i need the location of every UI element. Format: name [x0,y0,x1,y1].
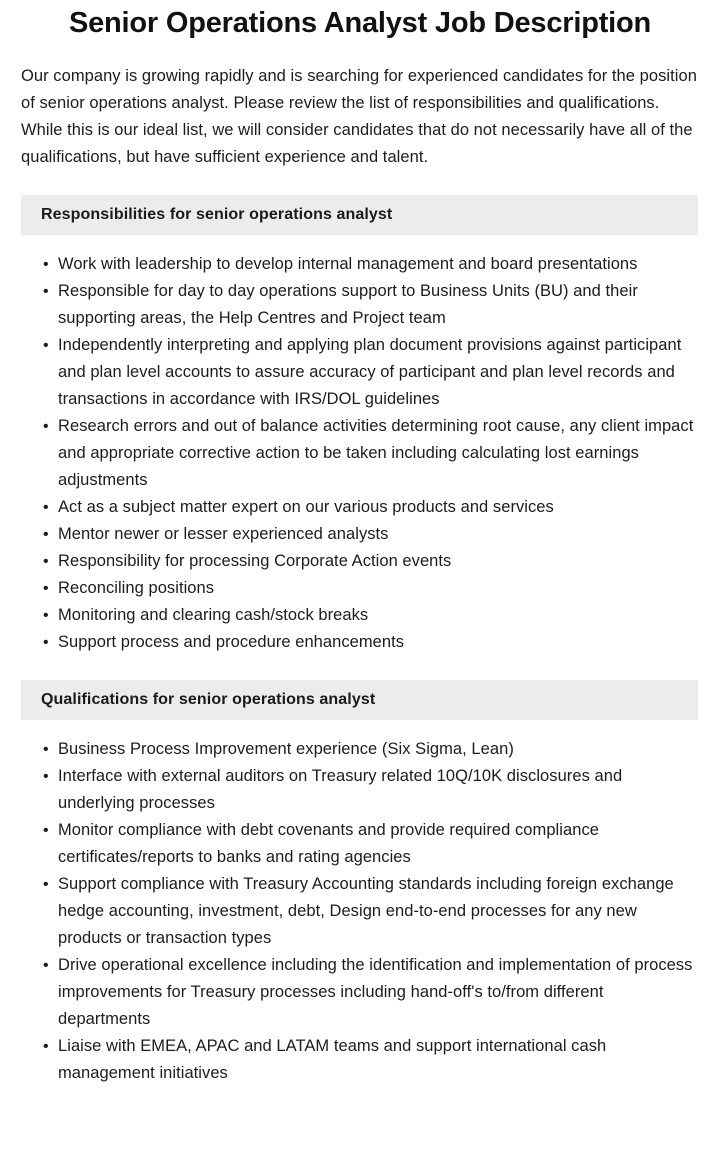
section-responsibilities [21,195,699,656]
list-item: • Reconciling positions [21,575,699,602]
list-item: • Responsible for day to day operations support to Business Units (BU) and their supporting areas, the Help Centres and Project team [21,278,699,332]
list-item: • Support compliance with Treasury Accounting standards including foreign exchange hedge accounting, investment, debt, Design end-to-end processes for any new products or transaction types [21,871,699,952]
responsibilities-list [21,251,699,656]
list-item: • Research errors and out of balance activities determining root cause, any client impact and appropriate corrective action to be taken including calculating lost earnings adjustments [21,413,699,494]
section-heading-label: Qualifications for senior operations analyst [41,691,376,708]
list-item: • Mentor newer or lesser experienced analysts [21,521,699,548]
list-item: • Interface with external auditors on Treasury related 10Q/10K disclosures and underlying processes [21,763,699,817]
list-item: • Business Process Improvement experience (Six Sigma, Lean) [21,736,699,763]
qualifications-list [21,736,699,1087]
list-item: • Independently interpreting and applying plan document provisions against participant and plan level accounts to assure accuracy of participant and plan level records and transactions in accordance with IRS/DOL guidelines [21,332,699,413]
list-item: • Support process and procedure enhancements [21,629,699,656]
section-header-responsibilities [21,195,698,235]
list-item: • Act as a subject matter expert on our various products and services [21,494,699,521]
list-item: • Monitoring and clearing cash/stock breaks [21,602,699,629]
list-item: • Liaise with EMEA, APAC and LATAM teams and support international cash management initiatives [21,1033,699,1087]
list-item: • Monitor compliance with debt covenants and provide required compliance certificates/reports to banks and rating agencies [21,817,699,871]
intro-paragraph: Our company is growing rapidly and is searching for experienced candidates for the position of senior operations analyst. Please review the list of responsibilities and qualifications. While this is our ideal list, we will consider candidates that do not necessarily have all of the qualifications, but have sufficient experience and talent. [21,67,697,166]
page-title: Senior Operations Analyst Job Description [68,7,652,39]
list-item: • Work with leadership to develop internal management and board presentations [21,251,699,278]
list-item: • Responsibility for processing Corporate Action events [21,548,699,575]
section-heading-label: Responsibilities for senior operations analyst [41,206,393,223]
section-qualifications [21,680,699,1087]
section-header-qualifications [21,680,698,720]
list-item: • Drive operational excellence including the identification and implementation of process improvements for Treasury processes including hand-off's to/from different departments [21,952,699,1033]
